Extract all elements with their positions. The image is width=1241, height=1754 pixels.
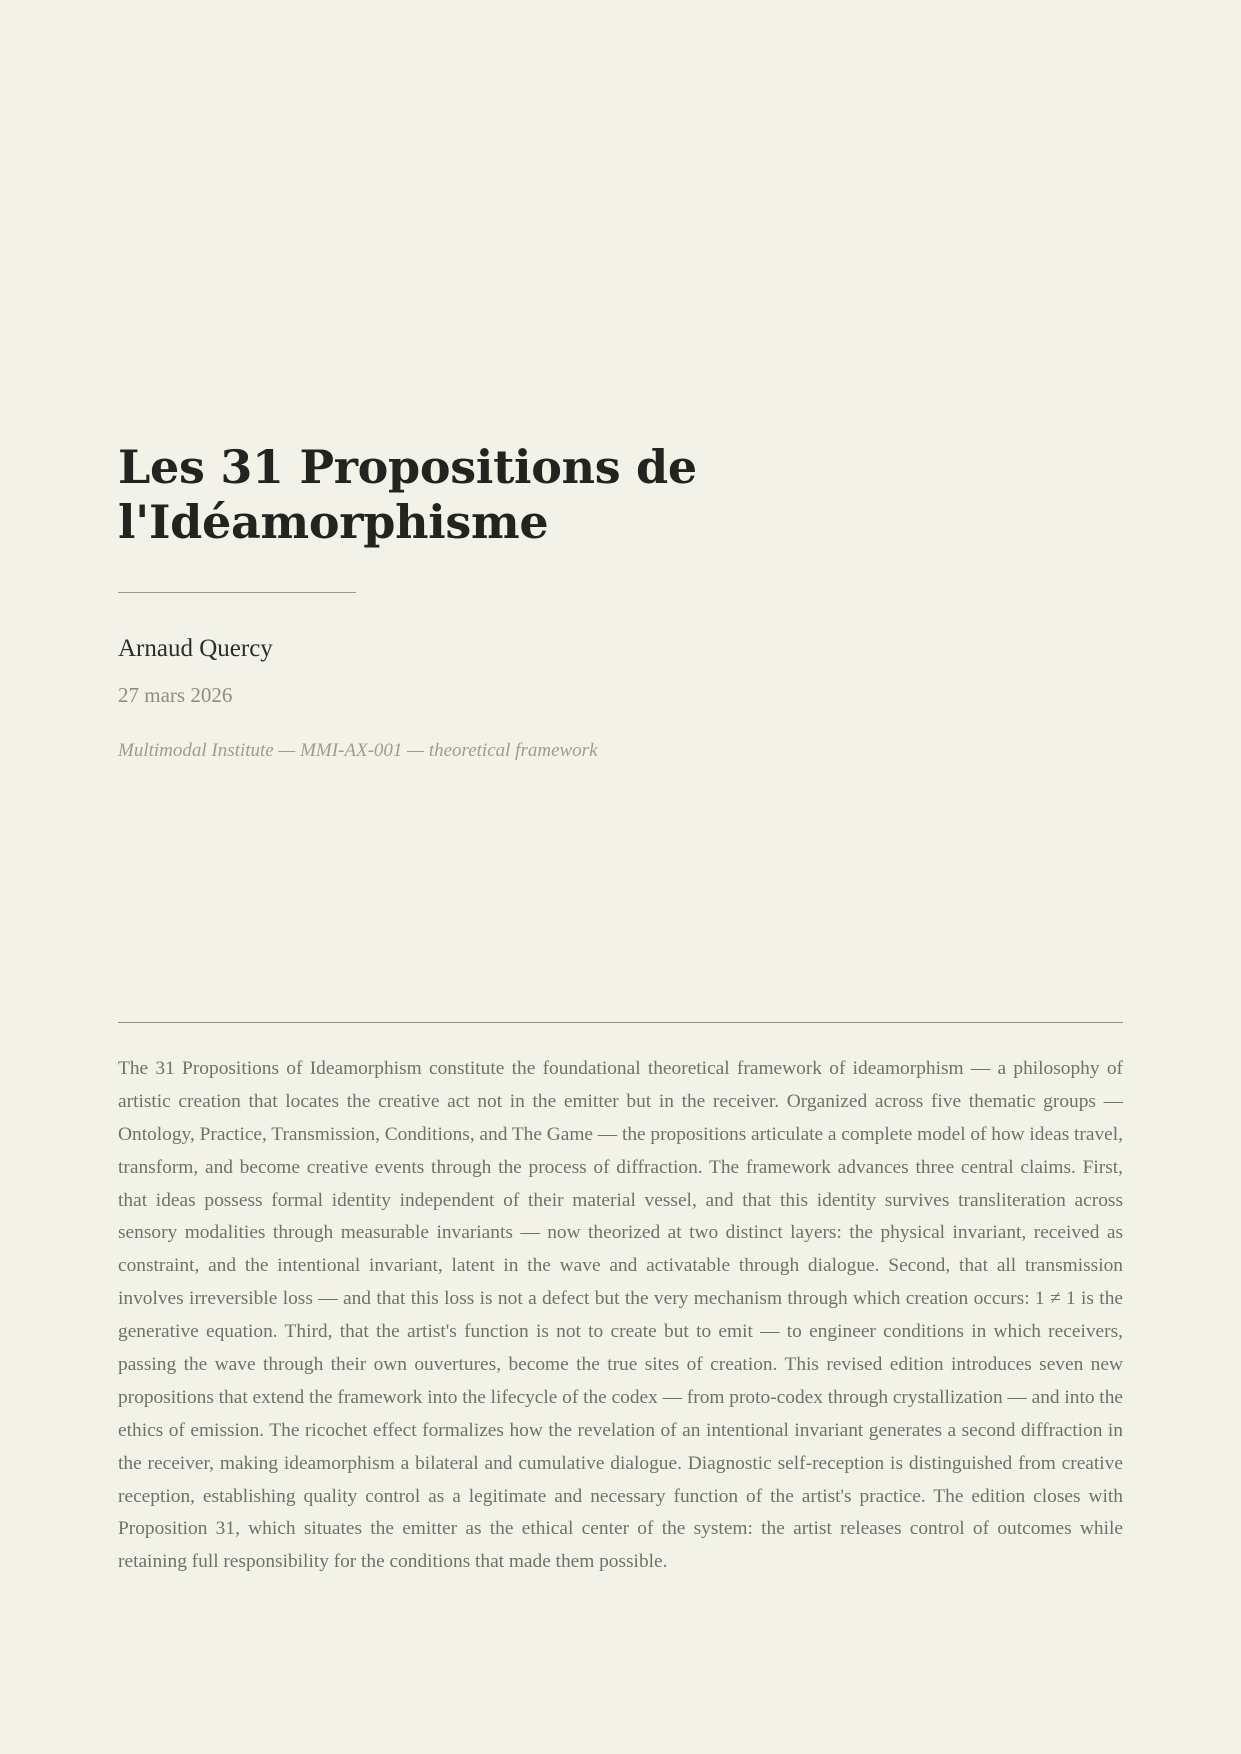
metadata-block	[118, 633, 1123, 763]
title-block	[118, 0, 1123, 764]
affiliation-line: Multimodal Institute — MMI-AX-001 — theoretical framework	[118, 740, 598, 762]
publication-date: 27 mars 2026	[118, 682, 233, 707]
abstract-text: The 31 Propositions of Ideamorphism constitute the foundational theoretical framework of ideamorphism — a philosophy of artistic creation that locates the creative act not in the emitter but in the receiver. Organized across five thematic groups — Ontology, Practice, Transmission, Conditions, and The Game — the propositions articulate a complete model of how ideas travel, transform, and become creative events through the process of diffraction. The framework advances three central claims. First, that ideas possess formal identity independent of their material vessel, and that this identity survives transliteration across sensory modalities through measurable invariants — now theorized at two distinct layers: the physical invariant, received as constraint, and the intentional invariant, latent in the wave and activatable through dialogue. Second, that all transmission involves irreversible loss — and that this loss is not a defect but the very mechanism through which creation occurs: 1 ≠ 1 is the generative equation. Third, that the artist's function is not to create but to emit — to engineer conditions in which receivers, passing the wave through their own ouvertures, become the true sites of creation. This revised edition introduces seven new propositions that extend the framework into the lifecycle of the codex — from proto-codex through crystallization — and into the ethics of emission. The ricochet effect formalizes how the revelation of an intentional invariant generates a second diffraction in the receiver, making ideamorphism a bilateral and cumulative dialogue. Diagnostic self-reception is distinguished from creative reception, establishing quality control as a legitimate and necessary function of the artist's practice. The edition closes with Proposition 31, which situates the emitter as the ethical center of the system: the artist releases control of outcomes while retaining full responsibility for the conditions that made them possible.	[118, 1058, 1123, 1573]
abstract-section	[118, 1022, 1123, 1579]
title-divider	[118, 592, 356, 593]
author-name: Arnaud Quercy	[118, 635, 273, 663]
page-title: Les 31 Propositions de l'Idéamorphisme	[118, 440, 697, 550]
abstract-divider	[118, 1022, 1123, 1023]
